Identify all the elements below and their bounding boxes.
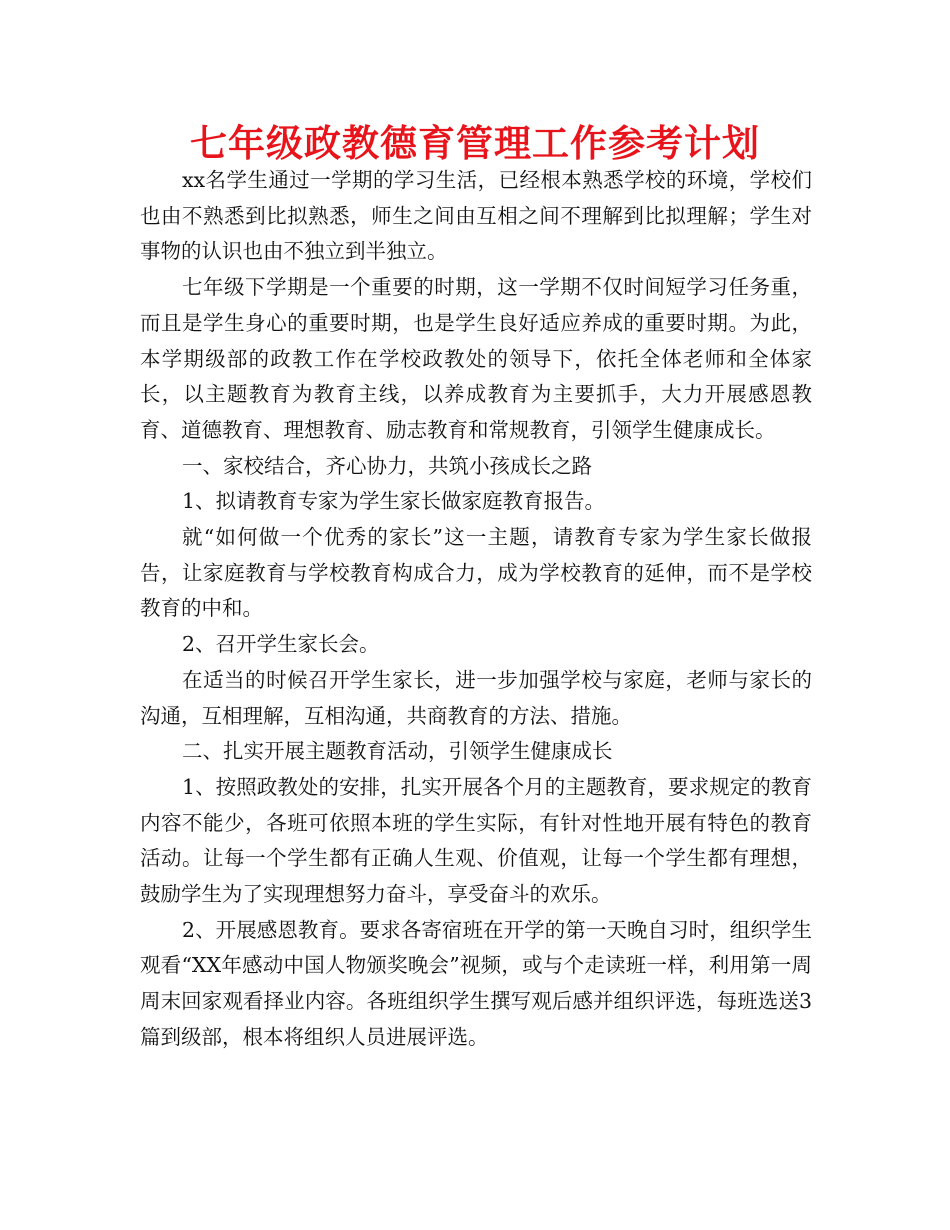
paragraph-parent-meeting: 在适当的时候召开学生家长，进一步加强学校与家庭，老师与家长的沟通，互相理解，互相沟通，共商教育的方法、措施。 <box>140 667 812 728</box>
paragraph-overview: 七年级下学期是一个重要的时期，这一学期不仅时间短学习任务重，而且是学生身心的重要时期，也是学生良好适应养成的重要时期。为此，本学期级部的政教工作在学校政教处的领导下，依托全体老师和全体家长，以主题教育为教育主线，以养成教育为主要抓手，大力开展感恩教育、道德教育、理想教育、励志教育和常规教育，引领学生健康成长。 <box>140 275 812 442</box>
section-heading-1: 一、家校结合，齐心协力，共筑小孩成长之路 <box>182 453 592 478</box>
document-title: 七年级政教德育管理工作参考计划 <box>190 122 760 165</box>
item-heading-1-2: 2、召开学生家长会。 <box>182 632 380 657</box>
item-heading-1-1: 1、拟请教育专家为学生家长做家庭教育报告。 <box>182 489 606 514</box>
section-heading-2: 二、扎实开展主题教育活动，引领学生健康成长 <box>182 739 613 764</box>
document-body <box>140 163 812 1056</box>
paragraph-expert-report: 就“如何做一个优秀的家长”这一主题，请教育专家为学生家长做报告，让家庭教育与学校教育构成合力，成为学校教育的延伸，而不是学校教育的中和。 <box>140 525 812 621</box>
paragraph-intro: xx名学生通过一学期的学习生活，已经根本熟悉学校的环境，学校们也由不熟悉到比拟熟悉，师生之间由互相之间不理解到比拟理解；学生对事物的认识也由不独立到半独立。 <box>140 168 812 264</box>
paragraph-theme-education: 1、按照政教处的安排，扎实开展各个月的主题教育，要求规定的教育内容不能少，各班可依照本班的学生实际，有针对性地开展有特色的教育活动。让每一个学生都有正确人生观、价值观，让每一个学生都有理想，鼓励学生为了实现理想努力奋斗，享受奋斗的欢乐。 <box>140 774 812 907</box>
paragraph-gratitude-education: 2、开展感恩教育。要求各寄宿班在开学的第一天晚自习时，组织学生观看“XX年感动中国人物颁奖晚会”视频，或与个走读班一样，利用第一周周末回家观看择业内容。各班组织学生撰写观后感并组织评选，每班选送3篇到级部，根本将组织人员进展评选。 <box>140 917 812 1049</box>
